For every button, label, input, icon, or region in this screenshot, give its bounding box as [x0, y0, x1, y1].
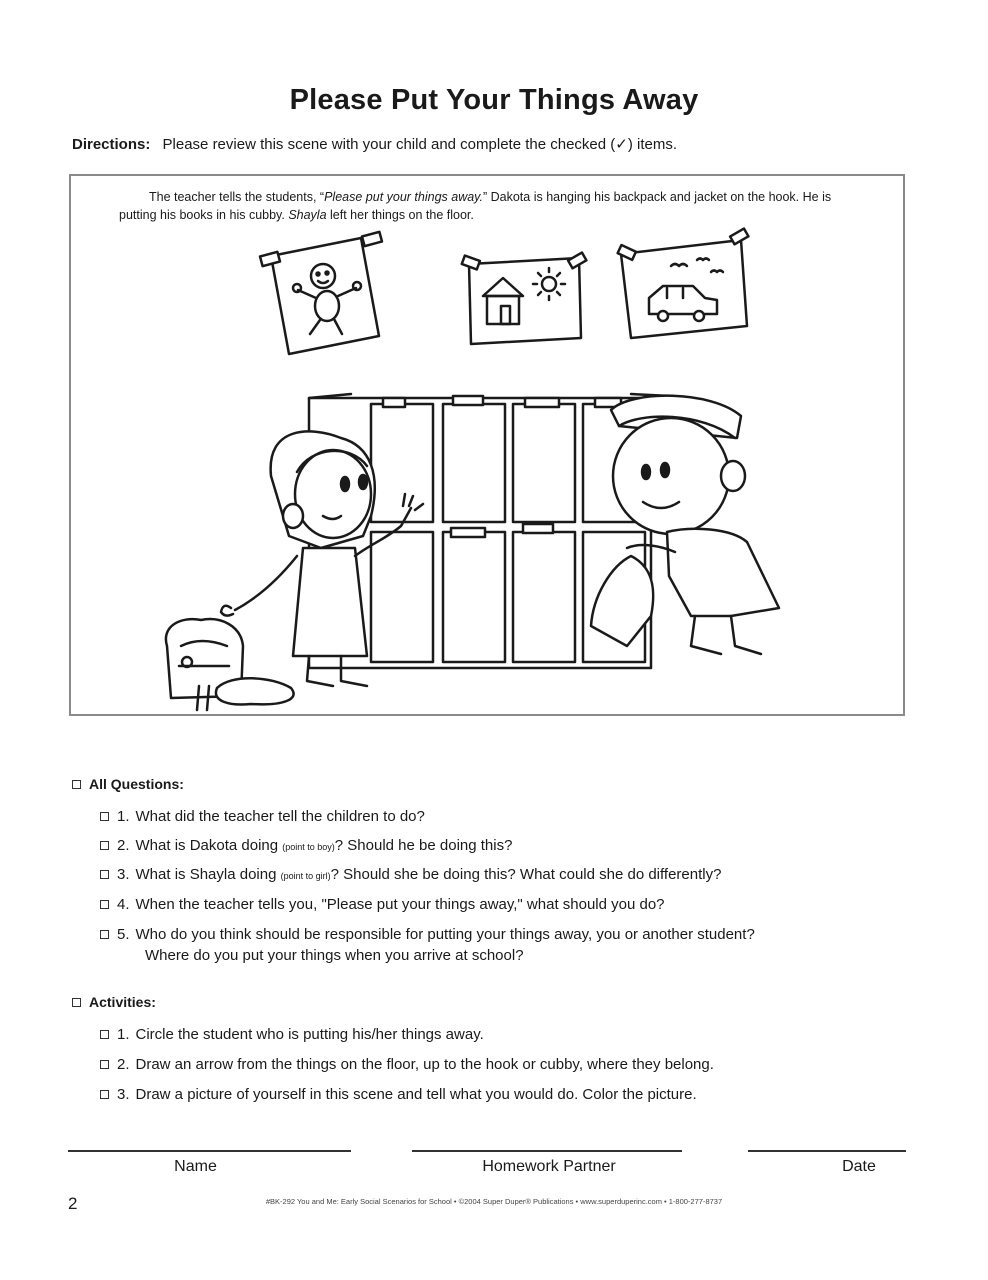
activity-text: Circle the student who is putting his/her things away.: [135, 1026, 484, 1043]
activities-heading-text: Activities:: [89, 994, 156, 1010]
question-number: 1.: [117, 808, 130, 825]
activities-heading: [72, 994, 156, 1010]
question-number: 5.: [117, 926, 130, 943]
story-part-3: left her things on the floor.: [326, 208, 474, 222]
question-text: What is Shayla doing: [135, 866, 281, 883]
activity-item: [100, 1054, 900, 1075]
questions-heading: [72, 776, 184, 792]
date-label: Date: [842, 1158, 876, 1175]
backpack-on-floor: [166, 619, 294, 710]
activity-item: [100, 1084, 900, 1105]
checkbox-icon[interactable]: [100, 1090, 109, 1099]
story-quote: Please put your things away.: [324, 190, 483, 204]
checkbox-icon[interactable]: [100, 930, 109, 939]
wall-picture-car-icon: [618, 229, 749, 338]
questions-heading-text: All Questions:: [89, 776, 184, 792]
checkbox-icon[interactable]: [100, 812, 109, 821]
question-text: When the teacher tells you, "Please put your things away," what should you do?: [135, 896, 665, 913]
footer-credits: #BK-292 You and Me: Early Social Scenarios for School • ©2004 Super Duper® Publications • www.superduperinc.com • 1-800-277-8737: [265, 1197, 723, 1206]
name-signature-line[interactable]: [68, 1150, 351, 1152]
question-item: [100, 806, 900, 827]
checkbox-icon[interactable]: [100, 1060, 109, 1069]
page-title: Please Put Your Things Away: [289, 84, 699, 116]
date-signature-line[interactable]: [748, 1150, 906, 1152]
activity-number: 3.: [117, 1086, 130, 1103]
question-text-end: ? Should he be doing this?: [334, 837, 513, 854]
checkbox-icon[interactable]: [100, 900, 109, 909]
checkbox-icon[interactable]: [100, 841, 109, 850]
activity-number: 2.: [117, 1056, 130, 1073]
question-note: (point to girl): [280, 871, 331, 881]
question-item: [100, 924, 900, 966]
scene-frame: [69, 174, 905, 716]
question-number: 4.: [117, 896, 130, 913]
checkbox-icon[interactable]: [100, 1030, 109, 1039]
story-shayla: Shayla: [288, 208, 327, 222]
question-number: 3.: [117, 866, 130, 883]
partner-label: Homework Partner: [482, 1158, 616, 1175]
activity-text: Draw an arrow from the things on the floor, up to the hook or cubby, where they belong.: [135, 1056, 714, 1073]
directions-label: Directions:: [72, 136, 151, 153]
question-item: [100, 835, 900, 858]
activity-text: Draw a picture of yourself in this scene and tell what you would do. Color the picture.: [135, 1086, 697, 1103]
question-item: [100, 894, 900, 915]
question-text: What is Dakota doing: [135, 837, 283, 854]
page-number: 2: [68, 1194, 78, 1213]
question-number: 2.: [117, 837, 130, 854]
checkbox-icon[interactable]: [72, 998, 81, 1007]
question-text: What did the teacher tell the children to do?: [135, 808, 425, 825]
question-text: Who do you think should be responsible for putting your things away, you or another student?: [135, 926, 755, 943]
question-note: (point to boy): [282, 842, 335, 852]
checkbox-icon[interactable]: [72, 780, 81, 789]
classroom-illustration: [71, 176, 903, 714]
wall-picture-house-icon: [462, 253, 587, 344]
directions-text: Please review this scene with your child and complete the checked (✓) items.: [162, 136, 677, 153]
question-text-continued: Where do you put your things when you arrive at school?: [145, 947, 524, 964]
question-text-end: ? Should she be doing this? What could she do differently?: [330, 866, 722, 883]
story-part-1: The teacher tells the students, “: [149, 190, 325, 204]
wall-picture-person-icon: [260, 232, 382, 354]
checkbox-icon[interactable]: [100, 870, 109, 879]
name-label: Name: [174, 1158, 217, 1175]
question-item: [100, 864, 900, 887]
activity-number: 1.: [117, 1026, 130, 1043]
directions: [72, 135, 677, 153]
story-part-2: ” Dakota is hanging his backpack and jacket on the hook. He is putting his books in his cubby.: [119, 190, 832, 222]
partner-signature-line[interactable]: [412, 1150, 682, 1152]
activity-item: [100, 1024, 900, 1045]
